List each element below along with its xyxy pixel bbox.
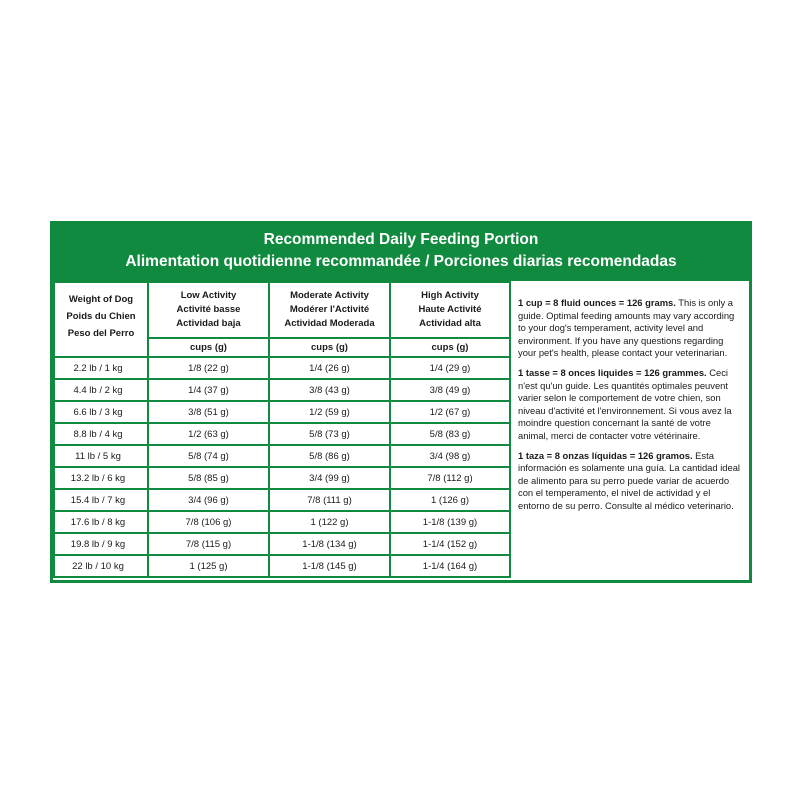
moderate-header-fr: Modérer l'Activité [289, 304, 370, 315]
low-cell: 7/8 (106 g) [148, 511, 269, 533]
note-english-text: This is only a guide. Optimal feeding amounts may vary according to your dog's temperament, activity level and environment. If you have any questions regarding your pet's health, please contact your veterinarian. [518, 297, 735, 359]
moderate-cell: 1/4 (26 g) [269, 357, 390, 379]
moderate-cell: 5/8 (73 g) [269, 423, 390, 445]
high-header-fr: Haute Activité [418, 304, 482, 315]
low-cell: 5/8 (74 g) [148, 445, 269, 467]
high-cell: 5/8 (83 g) [390, 423, 510, 445]
high-header-en: High Activity [421, 290, 479, 301]
note-spanish-bold: 1 taza = 8 onzas líquidas = 126 gramos. [518, 449, 693, 461]
low-cell: 3/8 (51 g) [148, 401, 269, 423]
weight-cell: 13.2 lb / 6 kg [54, 467, 148, 489]
high-activity-header [390, 282, 510, 338]
table-row [54, 423, 510, 445]
table-row [54, 467, 510, 489]
note-spanish-text: Esta información es solamente una guía. La cantidad ideal de alimento para su perro puede variar de acuerdo con el temperamento, el nivel de actividad y el entorno de su perro. Consulte al médico veterinario. [518, 449, 741, 511]
moderate-cell: 1/2 (59 g) [269, 401, 390, 423]
panel-header [50, 221, 752, 281]
low-cell: 3/4 (96 g) [148, 489, 269, 511]
weight-column-header [54, 282, 148, 357]
note-english [518, 297, 742, 360]
low-units: cups (g) [148, 338, 269, 357]
weight-cell: 6.6 lb / 3 kg [54, 401, 148, 423]
moderate-header-es: Actividad Moderada [284, 318, 375, 329]
moderate-cell: 7/8 (111 g) [269, 489, 390, 511]
high-units: cups (g) [390, 338, 510, 357]
low-cell: 1 (125 g) [148, 555, 269, 577]
low-header-fr: Activité basse [176, 304, 241, 315]
low-cell: 1/4 (37 g) [148, 379, 269, 401]
table-row [54, 489, 510, 511]
low-cell: 1/8 (22 g) [148, 357, 269, 379]
weight-cell: 8.8 lb / 4 kg [54, 423, 148, 445]
moderate-cell: 5/8 (86 g) [269, 445, 390, 467]
table-row [54, 445, 510, 467]
title-english: Recommended Daily Feeding Portion [263, 231, 539, 248]
moderate-units: cups (g) [269, 338, 390, 357]
moderate-cell: 3/8 (43 g) [269, 379, 390, 401]
weight-header-fr: Poids du Chien [66, 311, 136, 322]
weight-cell: 22 lb / 10 kg [54, 555, 148, 577]
moderate-cell: 3/4 (99 g) [269, 467, 390, 489]
moderate-header-en: Moderate Activity [290, 290, 369, 301]
table-row [54, 533, 510, 555]
table-row [54, 555, 510, 577]
moderate-cell: 1-1/8 (134 g) [269, 533, 390, 555]
title-french-spanish: Alimentation quotidienne recommandée / Porciones diarias recomendadas [125, 253, 677, 270]
note-english-bold: 1 cup = 8 fluid ounces = 126 grams. [518, 297, 676, 308]
high-cell: 7/8 (112 g) [390, 467, 510, 489]
table-row [54, 379, 510, 401]
table-row [54, 511, 510, 533]
high-cell: 1-1/4 (152 g) [390, 533, 510, 555]
high-cell: 1/4 (29 g) [390, 357, 510, 379]
weight-cell: 17.6 lb / 8 kg [54, 511, 148, 533]
high-cell: 3/8 (49 g) [390, 379, 510, 401]
high-cell: 1-1/8 (139 g) [390, 511, 510, 533]
moderate-cell: 1 (122 g) [269, 511, 390, 533]
moderate-cell: 1-1/8 (145 g) [269, 555, 390, 577]
high-cell: 1/2 (67 g) [390, 401, 510, 423]
weight-header-en: Weight of Dog [68, 294, 134, 305]
low-cell: 5/8 (85 g) [148, 467, 269, 489]
weight-cell: 11 lb / 5 kg [54, 445, 148, 467]
low-activity-header [148, 282, 269, 338]
high-cell: 1 (126 g) [390, 489, 510, 511]
high-cell: 3/4 (98 g) [390, 445, 510, 467]
moderate-activity-header [269, 282, 390, 338]
low-header-en: Low Activity [180, 290, 237, 301]
high-header-es: Actividad alta [419, 318, 481, 329]
header-row [54, 282, 510, 338]
note-french-text: Ceci n'est qu'un guide. Les quantités optimales peuvent varier selon le comportement de votre chien, son niveau d'activité et l'environnement. Si vous avez la moindre question concernant la santé de votre animal, merci de contacter votre vétérinaire. [518, 366, 732, 441]
weight-cell: 4.4 lb / 2 kg [54, 379, 148, 401]
low-cell: 1/2 (63 g) [148, 423, 269, 445]
note-french-bold: 1 tasse = 8 onces liquides = 126 grammes. [518, 366, 707, 378]
note-french [518, 367, 742, 443]
feeding-guide-panel [50, 221, 752, 583]
weight-header-es: Peso del Perro [67, 328, 135, 339]
high-cell: 1-1/4 (164 g) [390, 555, 510, 577]
weight-cell: 15.4 lb / 7 kg [54, 489, 148, 511]
feeding-notes [518, 297, 742, 520]
feeding-table [53, 281, 511, 578]
table-row [54, 357, 510, 379]
weight-cell: 19.8 lb / 9 kg [54, 533, 148, 555]
note-spanish [518, 450, 742, 513]
table-row [54, 401, 510, 423]
low-header-es: Actividad baja [176, 318, 241, 329]
weight-cell: 2.2 lb / 1 kg [54, 357, 148, 379]
panel-body [53, 281, 749, 580]
low-cell: 7/8 (115 g) [148, 533, 269, 555]
